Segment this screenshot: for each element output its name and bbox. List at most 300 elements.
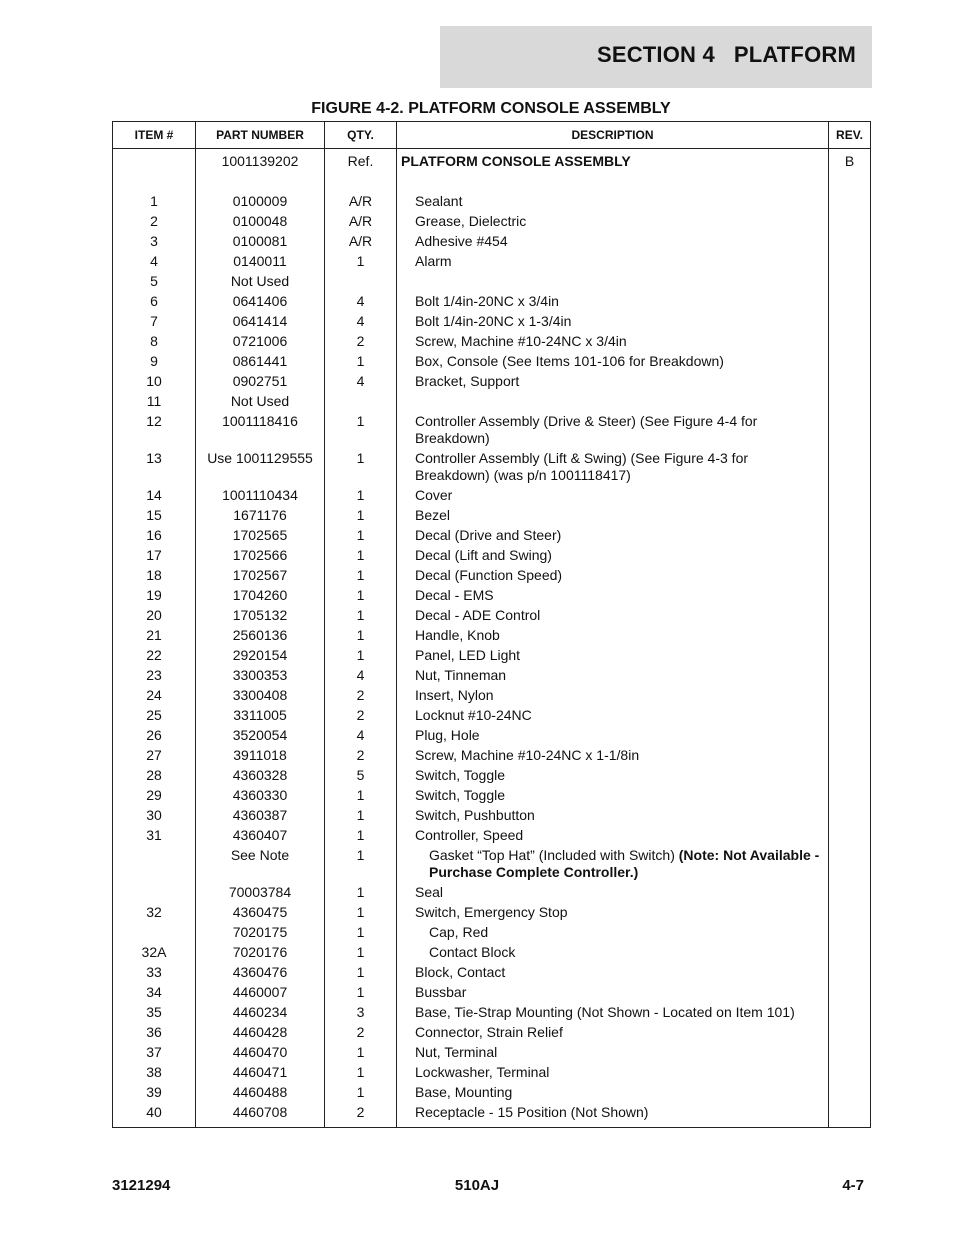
description-text: Decal (Function Speed): [415, 567, 563, 583]
header-item: ITEM #: [113, 122, 196, 149]
description-cell: [397, 685, 829, 705]
description-cell: [397, 585, 829, 605]
table-row: [113, 251, 871, 271]
rev-cell: [829, 745, 871, 765]
table-row: [113, 411, 871, 448]
description-cell: [397, 982, 829, 1002]
description-cell: [397, 351, 829, 371]
description-text: Bussbar: [415, 984, 467, 1000]
item-cell: 16: [113, 525, 196, 545]
table-row: [113, 825, 871, 845]
qty-cell: 1: [325, 545, 397, 565]
part-number-cell: 0721006: [196, 331, 325, 351]
description-text: Base, Mounting: [415, 1084, 513, 1100]
part-number-cell: 4460708: [196, 1102, 325, 1128]
description-cell: [397, 725, 829, 745]
description-cell: [397, 962, 829, 982]
spacer-row: [113, 171, 871, 191]
header-part-number: PART NUMBER: [196, 122, 325, 149]
part-number-cell: 0902751: [196, 371, 325, 391]
rev-cell: B: [829, 149, 871, 172]
rev-cell: [829, 411, 871, 448]
part-number-cell: 4360328: [196, 765, 325, 785]
part-number-cell: 1702565: [196, 525, 325, 545]
description-cell: [397, 391, 829, 411]
rev-cell: [829, 1042, 871, 1062]
description-cell: [397, 705, 829, 725]
item-cell: 11: [113, 391, 196, 411]
description-cell: [397, 485, 829, 505]
item-cell: 2: [113, 211, 196, 231]
table-row: [113, 485, 871, 505]
qty-cell: 1: [325, 1082, 397, 1102]
qty-cell: 2: [325, 685, 397, 705]
qty-cell: 4: [325, 665, 397, 685]
qty-cell: 1: [325, 785, 397, 805]
qty-cell: 4: [325, 725, 397, 745]
figure-title: FIGURE 4-2. PLATFORM CONSOLE ASSEMBLY: [311, 100, 671, 117]
rev-cell: [829, 1062, 871, 1082]
table-row: [113, 805, 871, 825]
rev-cell: [829, 902, 871, 922]
qty-cell: 1: [325, 605, 397, 625]
description-cell: PLATFORM CONSOLE ASSEMBLY: [397, 149, 829, 172]
qty-cell: 1: [325, 805, 397, 825]
rev-cell: [829, 665, 871, 685]
item-cell: 22: [113, 645, 196, 665]
qty-cell: 1: [325, 448, 397, 485]
description-cell: [397, 1062, 829, 1082]
item-cell: 6: [113, 291, 196, 311]
table-row: [113, 725, 871, 745]
item-cell: 23: [113, 665, 196, 685]
rev-cell: [829, 231, 871, 251]
qty-cell: 1: [325, 505, 397, 525]
description-cell: [397, 411, 829, 448]
rev-cell: [829, 191, 871, 211]
rev-cell: [829, 922, 871, 942]
table-header-row: [113, 122, 871, 149]
part-number-cell: 4360407: [196, 825, 325, 845]
item-cell: 35: [113, 1002, 196, 1022]
part-number-cell: 2920154: [196, 645, 325, 665]
item-cell: 29: [113, 785, 196, 805]
rev-cell: [829, 331, 871, 351]
table-row: [113, 922, 871, 942]
description-note: (Note: Not Available - Purchase Complete Controller.): [429, 847, 820, 880]
description-text: Plug, Hole: [415, 727, 480, 743]
rev-cell: [829, 625, 871, 645]
description-text: Cover: [415, 487, 453, 503]
rev-cell: [829, 351, 871, 371]
description-cell: [397, 845, 829, 882]
description-text: Alarm: [415, 253, 452, 269]
description-cell: [397, 1102, 829, 1128]
part-number-cell: 1001110434: [196, 485, 325, 505]
table-row: [113, 625, 871, 645]
description-cell: [397, 825, 829, 845]
description-text: Nut, Terminal: [415, 1044, 498, 1060]
rev-cell: [829, 685, 871, 705]
qty-cell: 3: [325, 1002, 397, 1022]
description-text: Locknut #10-24NC: [415, 707, 532, 723]
description-cell: [397, 565, 829, 585]
description-cell: [397, 1082, 829, 1102]
description-text: Bracket, Support: [415, 373, 520, 389]
table-row: [113, 982, 871, 1002]
part-number-cell: 1705132: [196, 605, 325, 625]
part-number-cell: 3911018: [196, 745, 325, 765]
part-number-cell: 0100081: [196, 231, 325, 251]
qty-cell: 1: [325, 825, 397, 845]
table-row: [113, 942, 871, 962]
qty-cell: A/R: [325, 231, 397, 251]
part-number-cell: 3300408: [196, 685, 325, 705]
item-cell: 15: [113, 505, 196, 525]
section-header: [440, 26, 872, 88]
item-cell: [113, 922, 196, 942]
rev-cell: [829, 725, 871, 745]
table-row: [113, 585, 871, 605]
rev-cell: [829, 485, 871, 505]
rev-cell: [829, 805, 871, 825]
description-text: Switch, Toggle: [415, 767, 506, 783]
table-row: [113, 351, 871, 371]
part-number-cell: Use 1001129555: [196, 448, 325, 485]
rev-cell: [829, 982, 871, 1002]
part-number-cell: 3300353: [196, 665, 325, 685]
table-row: [113, 1042, 871, 1062]
item-cell: [113, 149, 196, 172]
table-row: [113, 645, 871, 665]
description-cell: [397, 291, 829, 311]
footer-doc-number: 3121294: [112, 1177, 171, 1194]
qty-cell: 1: [325, 585, 397, 605]
description-cell: [397, 665, 829, 685]
description-text: Screw, Machine #10-24NC x 3/4in: [415, 333, 627, 349]
table-row: [113, 231, 871, 251]
item-cell: 30: [113, 805, 196, 825]
description-text: Bolt 1/4in-20NC x 3/4in: [415, 293, 559, 309]
qty-cell: [325, 271, 397, 291]
part-number-cell: Not Used: [196, 271, 325, 291]
description-text: Switch, Pushbutton: [415, 807, 535, 823]
item-cell: 31: [113, 825, 196, 845]
item-cell: 25: [113, 705, 196, 725]
part-number-cell: 0140011: [196, 251, 325, 271]
table-row: [113, 765, 871, 785]
table-row: [113, 1002, 871, 1022]
description-text: Screw, Machine #10-24NC x 1-1/8in: [415, 747, 640, 763]
description-cell: [397, 625, 829, 645]
qty-cell: 1: [325, 625, 397, 645]
description-cell: [397, 525, 829, 545]
qty-cell: 2: [325, 331, 397, 351]
description-text: Seal: [415, 884, 444, 900]
part-number-cell: 1001118416: [196, 411, 325, 448]
description-cell: [397, 605, 829, 625]
rev-cell: [829, 448, 871, 485]
item-cell: 20: [113, 605, 196, 625]
description-text: Lockwasher, Terminal: [415, 1064, 550, 1080]
table-row: [113, 745, 871, 765]
part-number-cell: 4360330: [196, 785, 325, 805]
description-cell: [397, 448, 829, 485]
rev-cell: [829, 1102, 871, 1128]
description-cell: [397, 902, 829, 922]
table-row: [113, 1102, 871, 1128]
description-text: Adhesive #454: [415, 233, 508, 249]
rev-cell: [829, 211, 871, 231]
rev-cell: [829, 545, 871, 565]
part-number-cell: 1702566: [196, 545, 325, 565]
description-text: Controller Assembly (Lift & Swing) (See Figure 4-3 for Breakdown) (was p/n 1001118417): [415, 450, 749, 483]
item-cell: 28: [113, 765, 196, 785]
item-cell: 9: [113, 351, 196, 371]
qty-cell: 1: [325, 645, 397, 665]
part-number-cell: 0861441: [196, 351, 325, 371]
item-cell: 19: [113, 585, 196, 605]
description-cell: [397, 505, 829, 525]
description-cell: [397, 1022, 829, 1042]
description-cell: [397, 745, 829, 765]
description-cell: [397, 271, 829, 291]
qty-cell: Ref.: [325, 149, 397, 172]
assembly-row: [113, 149, 871, 172]
description-cell: [397, 191, 829, 211]
qty-cell: 1: [325, 251, 397, 271]
rev-cell: [829, 785, 871, 805]
table-row: [113, 882, 871, 902]
item-cell: 37: [113, 1042, 196, 1062]
qty-cell: 1: [325, 962, 397, 982]
part-number-cell: Not Used: [196, 391, 325, 411]
rev-cell: [829, 605, 871, 625]
footer-model: 510AJ: [454, 1177, 500, 1194]
description-text: Bolt 1/4in-20NC x 1-3/4in: [415, 313, 572, 329]
rev-cell: [829, 825, 871, 845]
part-number-cell: 4460428: [196, 1022, 325, 1042]
item-cell: 38: [113, 1062, 196, 1082]
table-row: [113, 845, 871, 882]
qty-cell: 4: [325, 371, 397, 391]
rev-cell: [829, 765, 871, 785]
table-row: [113, 505, 871, 525]
description-text: Grease, Dielectric: [415, 213, 527, 229]
item-cell: 39: [113, 1082, 196, 1102]
rev-cell: [829, 1082, 871, 1102]
description-text: Decal (Lift and Swing): [415, 547, 552, 563]
qty-cell: 5: [325, 765, 397, 785]
qty-cell: 2: [325, 1022, 397, 1042]
item-cell: 12: [113, 411, 196, 448]
item-cell: 10: [113, 371, 196, 391]
rev-cell: [829, 311, 871, 331]
rev-cell: [829, 291, 871, 311]
item-cell: 26: [113, 725, 196, 745]
description-text: Connector, Strain Relief: [415, 1024, 563, 1040]
part-number-cell: 1671176: [196, 505, 325, 525]
table-row: [113, 371, 871, 391]
item-cell: 33: [113, 962, 196, 982]
item-cell: [113, 845, 196, 882]
description-cell: [397, 922, 829, 942]
table-row: [113, 331, 871, 351]
rev-cell: [829, 1002, 871, 1022]
table-row: [113, 525, 871, 545]
item-cell: 27: [113, 745, 196, 765]
part-number-cell: 4460234: [196, 1002, 325, 1022]
table-row: [113, 191, 871, 211]
description-text: Contact Block: [429, 944, 516, 960]
qty-cell: 1: [325, 485, 397, 505]
part-number-cell: 4360475: [196, 902, 325, 922]
part-number-cell: 1001139202: [196, 149, 325, 172]
qty-cell: 1: [325, 1062, 397, 1082]
item-cell: 3: [113, 231, 196, 251]
description-text: Decal (Drive and Steer): [415, 527, 562, 543]
description-cell: [397, 371, 829, 391]
description-text: Switch, Emergency Stop: [415, 904, 568, 920]
table-row: [113, 545, 871, 565]
description-cell: [397, 331, 829, 351]
qty-cell: 1: [325, 942, 397, 962]
item-cell: 5: [113, 271, 196, 291]
qty-cell: 1: [325, 411, 397, 448]
part-number-cell: See Note: [196, 845, 325, 882]
table-row: [113, 211, 871, 231]
description-text: Base, Tie-Strap Mounting (Not Shown - Located on Item 101): [415, 1004, 795, 1020]
description-text: Cap, Red: [429, 924, 489, 940]
item-cell: 4: [113, 251, 196, 271]
rev-cell: [829, 845, 871, 882]
table-row: [113, 448, 871, 485]
item-cell: 18: [113, 565, 196, 585]
description-text: Block, Contact: [415, 964, 506, 980]
description-text: Insert, Nylon: [415, 687, 494, 703]
part-number-cell: 0100048: [196, 211, 325, 231]
item-cell: 8: [113, 331, 196, 351]
part-number-cell: 70003784: [196, 882, 325, 902]
part-number-cell: 2560136: [196, 625, 325, 645]
rev-cell: [829, 585, 871, 605]
item-cell: 14: [113, 485, 196, 505]
table-row: [113, 565, 871, 585]
footer-page-number: 4-7: [842, 1177, 864, 1194]
part-number-cell: 7020176: [196, 942, 325, 962]
description-cell: [397, 545, 829, 565]
item-cell: 21: [113, 625, 196, 645]
qty-cell: 4: [325, 291, 397, 311]
part-number-cell: 4460470: [196, 1042, 325, 1062]
rev-cell: [829, 962, 871, 982]
part-number-cell: 1702567: [196, 565, 325, 585]
item-cell: 34: [113, 982, 196, 1002]
rev-cell: [829, 882, 871, 902]
item-cell: 1: [113, 191, 196, 211]
description-cell: [397, 211, 829, 231]
description-cell: [397, 231, 829, 251]
header-rev: REV.: [829, 122, 871, 149]
qty-cell: 1: [325, 351, 397, 371]
description-cell: [397, 1042, 829, 1062]
table-row: [113, 665, 871, 685]
qty-cell: 2: [325, 1102, 397, 1128]
item-cell: 32A: [113, 942, 196, 962]
qty-cell: 1: [325, 1042, 397, 1062]
description-text: Gasket “Top Hat” (Included with Switch): [429, 847, 679, 863]
part-number-cell: 0641414: [196, 311, 325, 331]
table-row: [113, 391, 871, 411]
qty-cell: 1: [325, 922, 397, 942]
part-number-cell: 4460007: [196, 982, 325, 1002]
description-cell: [397, 645, 829, 665]
qty-cell: 2: [325, 705, 397, 725]
table-row: [113, 605, 871, 625]
description-text: Handle, Knob: [415, 627, 500, 643]
parts-table: [112, 121, 871, 1128]
item-cell: 24: [113, 685, 196, 705]
rev-cell: [829, 645, 871, 665]
header-qty: QTY.: [325, 122, 397, 149]
description-text: Nut, Tinneman: [415, 667, 507, 683]
qty-cell: 1: [325, 525, 397, 545]
table-row: [113, 962, 871, 982]
qty-cell: [325, 391, 397, 411]
rev-cell: [829, 391, 871, 411]
rev-cell: [829, 271, 871, 291]
table-row: [113, 311, 871, 331]
description-text: Panel, LED Light: [415, 647, 521, 663]
table-row: [113, 902, 871, 922]
description-cell: [397, 805, 829, 825]
header-description: DESCRIPTION: [397, 122, 829, 149]
item-cell: 7: [113, 311, 196, 331]
description-cell: [397, 882, 829, 902]
rev-cell: [829, 705, 871, 725]
rev-cell: [829, 942, 871, 962]
table-row: [113, 1022, 871, 1042]
part-number-cell: 3520054: [196, 725, 325, 745]
part-number-cell: 4360387: [196, 805, 325, 825]
description-cell: [397, 251, 829, 271]
part-number-cell: 3311005: [196, 705, 325, 725]
table-row: [113, 291, 871, 311]
table-row: [113, 1062, 871, 1082]
table-row: [113, 685, 871, 705]
part-number-cell: 7020175: [196, 922, 325, 942]
description-text: Box, Console (See Items 101-106 for Breakdown): [415, 353, 724, 369]
item-cell: 32: [113, 902, 196, 922]
table-row: [113, 1082, 871, 1102]
rev-cell: [829, 565, 871, 585]
part-number-cell: 0641406: [196, 291, 325, 311]
description-cell: [397, 311, 829, 331]
rev-cell: [829, 1022, 871, 1042]
table-row: [113, 785, 871, 805]
item-cell: 36: [113, 1022, 196, 1042]
qty-cell: 1: [325, 882, 397, 902]
description-cell: [397, 942, 829, 962]
part-number-cell: 4460471: [196, 1062, 325, 1082]
description-cell: [397, 765, 829, 785]
rev-cell: [829, 505, 871, 525]
part-number-cell: 4460488: [196, 1082, 325, 1102]
description-text: Receptacle - 15 Position (Not Shown): [415, 1104, 649, 1120]
description-text: Decal - ADE Control: [415, 607, 541, 623]
part-number-cell: 1704260: [196, 585, 325, 605]
qty-cell: 1: [325, 565, 397, 585]
